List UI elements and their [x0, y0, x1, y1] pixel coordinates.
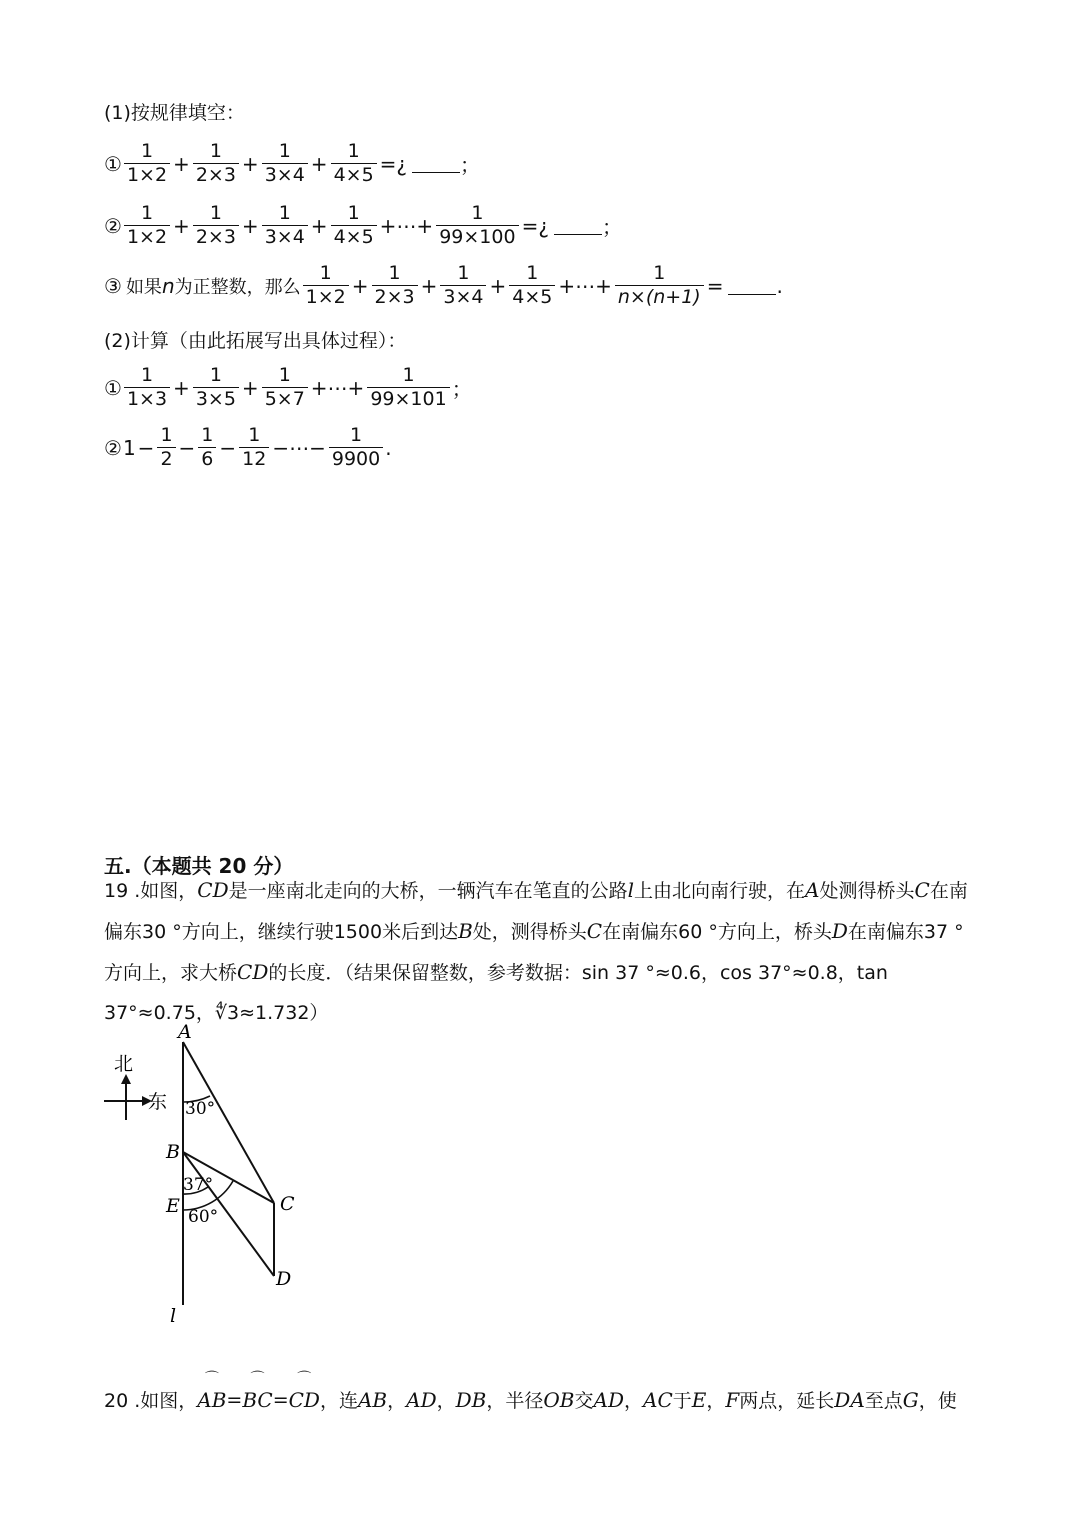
- frac-den: 4×5: [331, 163, 377, 187]
- equals: =: [226, 1388, 243, 1411]
- fraction: [198, 424, 216, 471]
- frac-num: 1: [278, 202, 291, 224]
- frac-den: 3×4: [440, 285, 486, 309]
- fraction: [436, 202, 518, 249]
- frac-den: 1×2: [124, 163, 170, 187]
- fraction: [331, 202, 377, 249]
- var: C: [914, 878, 930, 902]
- frac-den: 99×100: [436, 225, 518, 249]
- text: 处测得桥头: [819, 880, 915, 902]
- fraction: [262, 202, 308, 249]
- arc-bc: ⌒ BC: [242, 1388, 272, 1412]
- text: ，半径: [486, 1390, 544, 1412]
- frac-den: 2×3: [193, 163, 239, 187]
- frac-num: 1: [209, 140, 222, 162]
- fraction: [124, 202, 170, 249]
- text: ，: [623, 1390, 643, 1412]
- frac-den: 3×4: [262, 225, 308, 249]
- var: l: [627, 878, 635, 902]
- ellipsis: −⋯−: [272, 435, 326, 460]
- text: ，: [387, 1390, 407, 1412]
- q-marker: ①: [104, 375, 122, 400]
- plus: +: [310, 213, 328, 238]
- q-marker: ②: [104, 435, 122, 460]
- frac-num: 1: [160, 424, 173, 446]
- frac-den: 3×5: [193, 387, 239, 411]
- frac-num: 1: [526, 262, 539, 284]
- frac-num: 1: [653, 262, 666, 284]
- lead-number: 1: [122, 435, 136, 460]
- frac-den: 3×4: [262, 163, 308, 187]
- part1-q1: [104, 140, 480, 187]
- frac-num: 1: [388, 262, 401, 284]
- section5-heading: 五.（本题共 20 分）: [104, 854, 294, 878]
- fraction: [193, 140, 239, 187]
- q-marker: ③: [104, 273, 122, 298]
- text: 为正整数，那么: [174, 276, 301, 298]
- text: ，连: [319, 1390, 358, 1412]
- fraction: [193, 364, 239, 411]
- minus: −: [137, 435, 155, 460]
- plus: +: [173, 213, 190, 238]
- frac-num: 1: [347, 202, 360, 224]
- var: CD: [237, 960, 269, 984]
- frac-num: 1: [140, 202, 154, 224]
- frac-den: 6: [198, 447, 216, 471]
- plus: +: [241, 213, 259, 238]
- point-a-label: A: [178, 1021, 192, 1043]
- frac-den: 9900: [329, 447, 383, 471]
- point-e-label: E: [166, 1195, 180, 1217]
- var: AB: [357, 1387, 388, 1412]
- q-marker: ①: [104, 151, 122, 176]
- frac-den: 2×3: [372, 285, 418, 309]
- line-l-label: l: [170, 1305, 177, 1327]
- frac-num: 1: [457, 262, 470, 284]
- frac-num: 1: [471, 202, 484, 224]
- plus: +: [241, 375, 259, 400]
- fraction: [193, 202, 239, 249]
- minus: −: [219, 435, 237, 460]
- var: AC: [643, 1387, 673, 1412]
- frac-num: 1: [201, 424, 214, 446]
- q20-text: [104, 1386, 957, 1413]
- arc-cd: ⌒ CD: [289, 1388, 320, 1412]
- ellipsis: +⋯+: [310, 375, 365, 400]
- fraction: [372, 262, 418, 309]
- part2-q1: [104, 364, 472, 411]
- part1-q3: [104, 262, 783, 309]
- var: n: [161, 273, 175, 298]
- frac-num: 1: [278, 364, 291, 386]
- frac-den: 99×101: [367, 387, 449, 411]
- text: 如果: [125, 276, 162, 298]
- text: 上由北向南行驶，在: [634, 880, 806, 902]
- point-b-label: B: [166, 1141, 180, 1163]
- frac-den: 1×3: [124, 387, 170, 411]
- compass-east-label: 东: [148, 1091, 168, 1113]
- plus: +: [489, 273, 507, 298]
- var: D: [831, 919, 848, 943]
- end-punct: ；: [451, 377, 472, 401]
- arc-ab: ⌒ AB: [197, 1388, 226, 1412]
- fraction: [262, 140, 308, 187]
- frac-den: 1×2: [303, 285, 349, 309]
- ellipsis: +⋯+: [558, 273, 612, 298]
- var: AD: [593, 1387, 624, 1412]
- fraction: [615, 262, 704, 309]
- end-punct: ；: [460, 153, 481, 177]
- frac-den: 12: [239, 447, 269, 471]
- frac-num: 1: [278, 140, 291, 162]
- compass-icon: [104, 1053, 167, 1120]
- q-marker: ②: [104, 213, 122, 238]
- ellipsis: +⋯+: [379, 213, 434, 238]
- frac-num: 1: [347, 140, 360, 162]
- fraction: [157, 424, 175, 471]
- q19-text: [104, 870, 974, 1033]
- var: B: [458, 919, 473, 943]
- var: OB: [543, 1387, 575, 1412]
- fraction: [367, 364, 449, 411]
- text: 于: [672, 1390, 692, 1412]
- plus: +: [173, 375, 190, 400]
- fraction: [124, 140, 170, 187]
- var: F: [725, 1387, 740, 1412]
- answer-blank: [554, 216, 602, 235]
- text: ，使: [918, 1390, 957, 1412]
- compass-north-label: 北: [114, 1053, 134, 1075]
- frac-num: 1: [209, 202, 222, 224]
- minus: −: [178, 435, 196, 460]
- part1-q2: [104, 202, 622, 249]
- text: ，: [436, 1390, 456, 1412]
- frac-num: 1: [248, 424, 261, 446]
- fraction: [124, 364, 170, 411]
- end-punct: .: [385, 435, 392, 460]
- frac-num: 1: [402, 364, 415, 386]
- text: 在南偏东37 °方向上，求大桥: [104, 921, 964, 984]
- frac-den: 4×5: [331, 225, 377, 249]
- point-c-label: C: [280, 1193, 295, 1215]
- end-punct: ；: [601, 215, 622, 239]
- frac-den: 2×3: [193, 225, 239, 249]
- frac-num: 1: [319, 262, 332, 284]
- frac-num: 1: [209, 364, 222, 386]
- part2-q2: [104, 424, 392, 471]
- fraction: [440, 262, 486, 309]
- fraction: [239, 424, 269, 471]
- angle-30-label: 30°: [185, 1099, 216, 1119]
- text: 至点: [864, 1390, 903, 1412]
- plus: +: [310, 151, 328, 176]
- frac-num: 1: [140, 364, 154, 386]
- equals: =: [706, 273, 724, 298]
- text: 两点，延长: [739, 1390, 835, 1412]
- var: E: [691, 1387, 707, 1412]
- text: 处，测得桥头: [472, 921, 587, 943]
- text: 20 .如图，: [104, 1390, 198, 1412]
- fraction: [262, 364, 308, 411]
- bridge-figure: [96, 1020, 336, 1330]
- var: C: [586, 919, 603, 943]
- frac-den: n×(n+1): [615, 285, 704, 309]
- frac-den: 4×5: [509, 285, 555, 309]
- plus: +: [351, 273, 369, 298]
- angle-37-label: 37°: [183, 1175, 214, 1195]
- point-d-label: D: [276, 1268, 292, 1290]
- text: 在南偏东30 °方向上，继续行驶1500米后到达: [104, 880, 968, 943]
- end-punct: .: [776, 273, 783, 298]
- plus: +: [420, 273, 438, 298]
- text: 交: [574, 1390, 594, 1412]
- equals: =¿: [379, 151, 408, 176]
- angle-60-label: 60°: [188, 1207, 219, 1227]
- frac-den: 1×2: [124, 225, 170, 249]
- var: CD: [197, 878, 229, 902]
- frac-num: 1: [349, 424, 363, 446]
- text: ，: [706, 1390, 726, 1412]
- var: G: [902, 1387, 919, 1412]
- part2-heading: (2)计算（由此拓展写出具体过程）：: [104, 330, 407, 352]
- frac-num: 1: [140, 140, 154, 162]
- plus: +: [173, 151, 190, 176]
- equals: =: [272, 1388, 289, 1411]
- var: AD: [406, 1387, 437, 1412]
- fraction: [331, 140, 377, 187]
- fraction: [329, 424, 383, 471]
- equals: =¿: [521, 213, 549, 238]
- answer-blank: [412, 154, 460, 173]
- text: 19 .如图，: [104, 880, 198, 902]
- var: DA: [834, 1387, 865, 1412]
- frac-den: 5×7: [262, 387, 308, 411]
- text: 是一座南北走向的大桥，一辆汽车在笔直的公路: [228, 880, 628, 902]
- frac-den: 2: [157, 447, 175, 471]
- var: A: [805, 878, 820, 902]
- fraction: [303, 262, 349, 309]
- text: 的长度．（结果保留整数，参考数据：sin 37 °≈0.6，cos 37°≈0.8，tan 37°≈0.75，∜3≈1.732）: [104, 962, 888, 1024]
- fraction: [509, 262, 555, 309]
- answer-blank: [728, 276, 776, 295]
- plus: +: [241, 151, 259, 176]
- text: 在南偏东60 °方向上，桥头: [602, 921, 832, 943]
- var: DB: [455, 1387, 487, 1412]
- part1-heading: (1)按规律填空：: [104, 102, 245, 124]
